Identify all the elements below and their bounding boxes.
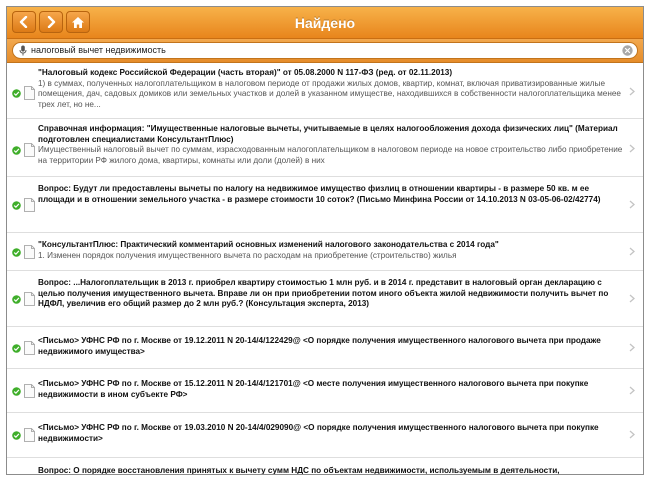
result-title: Вопрос: ...Налогоплательщик в 2013 г. приобрел квартиру стоимостью 1 млн руб. и в 2014 г. представит в налоговый орган декларацию с целью получения имущественного вычета. Вправе ли он при приобретении потом иного объекта жилой недвижимости получить вычет по НДФЛ, увеличив его общий размер до 2 млн руб.? (Консультация эксперта, 2013) [38,278,609,309]
chevron-right-icon [629,386,635,395]
result-title: <Письмо> УФНС РФ по г. Москве от 15.12.2011 N 20-14/4/121701@ <О месте получения имущественного налогового вычета при покупке недвижимости в ином субъекте РФ> [38,379,589,399]
microphone-icon[interactable] [19,45,27,56]
result-row[interactable] [7,413,643,458]
result-row[interactable] [7,271,643,327]
result-title: <Письмо> УФНС РФ по г. Москве от 19.12.2011 N 20-14/4/122429@ <О порядке получения имущественного налогового вычета при продаже недвижимого имущества> [38,336,601,356]
search-bar [7,39,643,63]
page-title: Найдено [294,15,356,31]
check-icon [12,248,21,257]
result-snippet: 1) в суммах, полученных налогоплательщиком в налоговом периоде от продажи жилых домов, квартир, комнат, включая приватизированные жилые помещения, дач, садовых домиков или земельных участков и долей в указанном имуществе, находившихся в собственности налогоплательщика менее трех лет, но не... [38,78,621,109]
check-icon [12,146,21,155]
document-icon [24,198,35,212]
result-snippet: Имущественный налоговый вычет по суммам, израсходованным налогоплательщиком в налоговом периоде на новое строительство либо приобретение на территории РФ жилого дома, квартиры, комнаты или доли (долей) в них [38,145,623,165]
check-icon [12,201,21,210]
result-snippet: 1. Изменен порядок получения имущественного вычета по расходам на приобретение (строительство) жилья [38,250,457,260]
result-row[interactable] [7,327,643,369]
result-row[interactable] [7,369,643,413]
document-icon [24,245,35,259]
check-icon [12,344,21,353]
result-row[interactable] [7,119,643,177]
search-input[interactable] [31,43,611,58]
result-title: Вопрос: Будут ли предоставлены вычеты по налогу на недвижимое имущество физлиц в отношении квартиры - в размере 50 кв. м ее площади и в отношении земельного участка - в размере стоимости 10 соток? (Письмо Минфина России от 14.10.2013 N 03-05-06-02/42774) [38,184,601,204]
chevron-right-icon [629,430,635,439]
clear-icon[interactable] [622,45,633,56]
result-title: "Налоговый кодекс Российской Федерации (часть вторая)" от 05.08.2000 N 117-ФЗ (ред. от 02.11.2013) [38,68,453,77]
check-icon [12,387,21,396]
document-icon [24,428,35,442]
document-icon [24,292,35,306]
document-icon [24,341,35,355]
document-icon [24,143,35,157]
result-title: <Письмо> УФНС РФ по г. Москве от 19.03.2010 N 20-14/4/029090@ <О порядке получения имущественного налогового вычета при покупке недвижимости> [38,423,599,443]
chevron-right-icon [629,144,635,153]
check-icon [12,431,21,440]
result-title: Справочная информация: "Имущественные налоговые вычеты, учитываемые в целях налогообложения дохода физических лиц" (Материал подготовлен специалистами КонсультантПлюс) [38,124,618,144]
check-icon [12,89,21,98]
result-row[interactable] [7,177,643,233]
document-icon [24,384,35,398]
result-row[interactable] [7,458,643,475]
chevron-right-icon [629,247,635,256]
result-row[interactable] [7,63,643,119]
result-row[interactable] [7,233,643,271]
top-bar [7,7,643,39]
chevron-right-icon [629,87,635,96]
check-icon [12,295,21,304]
chevron-right-icon [629,294,635,303]
chevron-right-icon [629,200,635,209]
result-title: "КонсультантПлюс: Практический комментарий основных изменений налогового законодательства с 2014 года" [38,240,499,249]
chevron-right-icon [629,343,635,352]
result-title: Вопрос: О порядке восстановления принятых к вычету сумм НДС по объектам недвижимости, используемым в деятельности, [38,466,560,475]
document-icon [24,86,35,100]
search-field[interactable] [12,42,638,59]
app-window [6,6,644,475]
